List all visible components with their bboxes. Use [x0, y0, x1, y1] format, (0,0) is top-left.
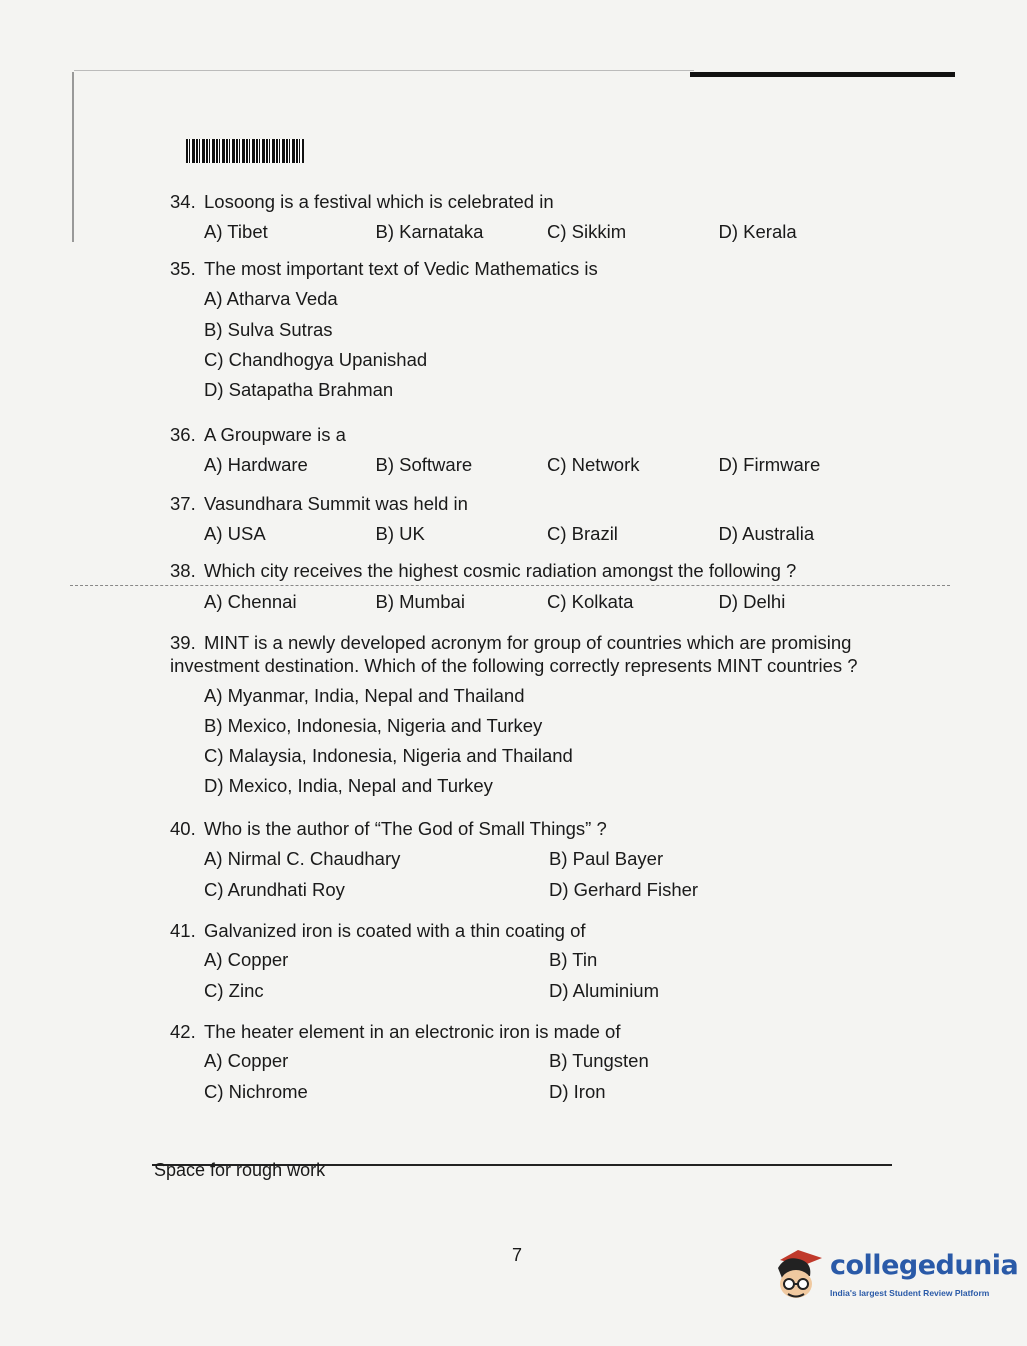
- question-number: 40.: [170, 818, 196, 840]
- questions-list: [170, 190, 890, 1104]
- question-number: 41.: [170, 919, 196, 941]
- question-text: Who is the author of “The God of Small Things” ?: [204, 818, 607, 840]
- question-41: [170, 919, 890, 1002]
- question-number: 34.: [170, 191, 196, 212]
- option-b: B) UK: [375, 523, 425, 545]
- option-c: C) Chandhogya Upanishad: [204, 348, 428, 370]
- question-stem: [170, 559, 890, 582]
- option-a: A) Copper: [204, 1050, 289, 1072]
- option-a: A) Hardware: [204, 454, 308, 475]
- options: [204, 1049, 890, 1103]
- options: [204, 220, 890, 243]
- options: [204, 453, 890, 476]
- options: [204, 590, 890, 613]
- options: [204, 522, 890, 545]
- option-d: D) Satapatha Brahman: [204, 378, 394, 400]
- question-number: 35.: [170, 258, 196, 280]
- top-rule: [690, 72, 955, 77]
- top-thin-rule: [74, 70, 694, 71]
- question-stem: [170, 817, 890, 840]
- barcode-graphic: [186, 139, 304, 163]
- question-stem: [170, 631, 890, 677]
- option-d: D) Delhi: [718, 590, 786, 612]
- rough-work-label: Space for rough work: [154, 1160, 326, 1180]
- option-b: B) Paul Bayer: [549, 847, 664, 869]
- question-text: Losoong is a festival which is celebrated in: [204, 191, 554, 212]
- option-a: A) USA: [204, 523, 266, 545]
- question-37: [170, 492, 890, 545]
- options: [204, 847, 890, 901]
- question-stem: [170, 492, 890, 515]
- option-d: D) Mexico, India, Nepal and Turkey: [204, 775, 493, 797]
- question-38: [170, 559, 890, 612]
- question-39: [170, 631, 890, 798]
- option-a: A) Myanmar, India, Nepal and Thailand: [204, 684, 525, 706]
- question-36: [170, 423, 890, 476]
- option-d: D) Kerala: [718, 221, 797, 243]
- options: [204, 948, 890, 1002]
- option-b: B) Karnataka: [375, 221, 484, 243]
- option-b: B) Tin: [549, 948, 598, 970]
- question-number: 39.: [170, 631, 196, 653]
- question-text: MINT is a newly developed acronym for group of countries which are promising investment destination. Which of the following correctly represents MINT countries ?: [170, 631, 858, 676]
- options: [204, 684, 890, 798]
- option-a: A) Nirmal C. Chaudhary: [204, 847, 401, 869]
- question-number: 42.: [170, 1021, 196, 1043]
- option-c: C) Kolkata: [547, 590, 634, 612]
- question-text: The most important text of Vedic Mathematics is: [204, 258, 598, 280]
- question-stem: [170, 919, 890, 942]
- option-d: D) Australia: [718, 523, 815, 545]
- question-number: 37.: [170, 493, 196, 515]
- question-35: [170, 257, 890, 401]
- question-stem: [170, 190, 890, 213]
- option-c: C) Malaysia, Indonesia, Nigeria and Thailand: [204, 745, 573, 767]
- question-40: [170, 817, 890, 900]
- question-text: Which city receives the highest cosmic radiation amongst the following ?: [204, 560, 797, 582]
- option-d: D) Aluminium: [549, 980, 659, 1001]
- option-a: A) Copper: [204, 948, 289, 970]
- option-d: D) Gerhard Fisher: [549, 878, 699, 900]
- option-a: A) Tibet: [204, 221, 268, 243]
- option-b: B) Mumbai: [375, 590, 465, 612]
- question-number: 36.: [170, 423, 196, 445]
- option-b: B) Tungsten: [549, 1050, 649, 1072]
- question-42: [170, 1020, 890, 1103]
- collegedunia-logo: [772, 1238, 1019, 1308]
- question-stem: [170, 257, 890, 280]
- option-b: B) Software: [375, 454, 473, 475]
- option-c: C) Zinc: [204, 980, 264, 1001]
- question-text: Vasundhara Summit was held in: [204, 493, 468, 515]
- options: [204, 287, 890, 401]
- option-c: C) Arundhati Roy: [204, 878, 345, 900]
- option-c: C) Sikkim: [547, 221, 627, 243]
- mascot-icon: [772, 1246, 824, 1302]
- option-a: A) Atharva Veda: [204, 288, 338, 310]
- question-stem: [170, 423, 890, 446]
- question-text: Galvanized iron is coated with a thin coating of: [204, 919, 586, 941]
- option-c: C) Network: [547, 454, 640, 475]
- option-d: D) Firmware: [718, 454, 821, 475]
- logo-wordmark: collegedunia: [830, 1250, 1019, 1281]
- page-number: 7: [512, 1245, 523, 1265]
- option-c: C) Nichrome: [204, 1081, 308, 1103]
- question-number: 38.: [170, 560, 196, 582]
- question-stem: [170, 1020, 890, 1043]
- logo-tagline: India's largest Student Review Platform: [830, 1288, 990, 1298]
- option-b: B) Sulva Sutras: [204, 318, 333, 340]
- question-text: The heater element in an electronic iron is made of: [204, 1021, 621, 1043]
- option-d: D) Iron: [549, 1081, 606, 1103]
- option-c: C) Brazil: [547, 523, 618, 545]
- option-b: B) Mexico, Indonesia, Nigeria and Turkey: [204, 715, 543, 736]
- left-edge-line: [72, 72, 74, 242]
- question-34: [170, 190, 890, 243]
- question-text: A Groupware is a: [204, 423, 346, 445]
- option-a: A) Chennai: [204, 590, 297, 612]
